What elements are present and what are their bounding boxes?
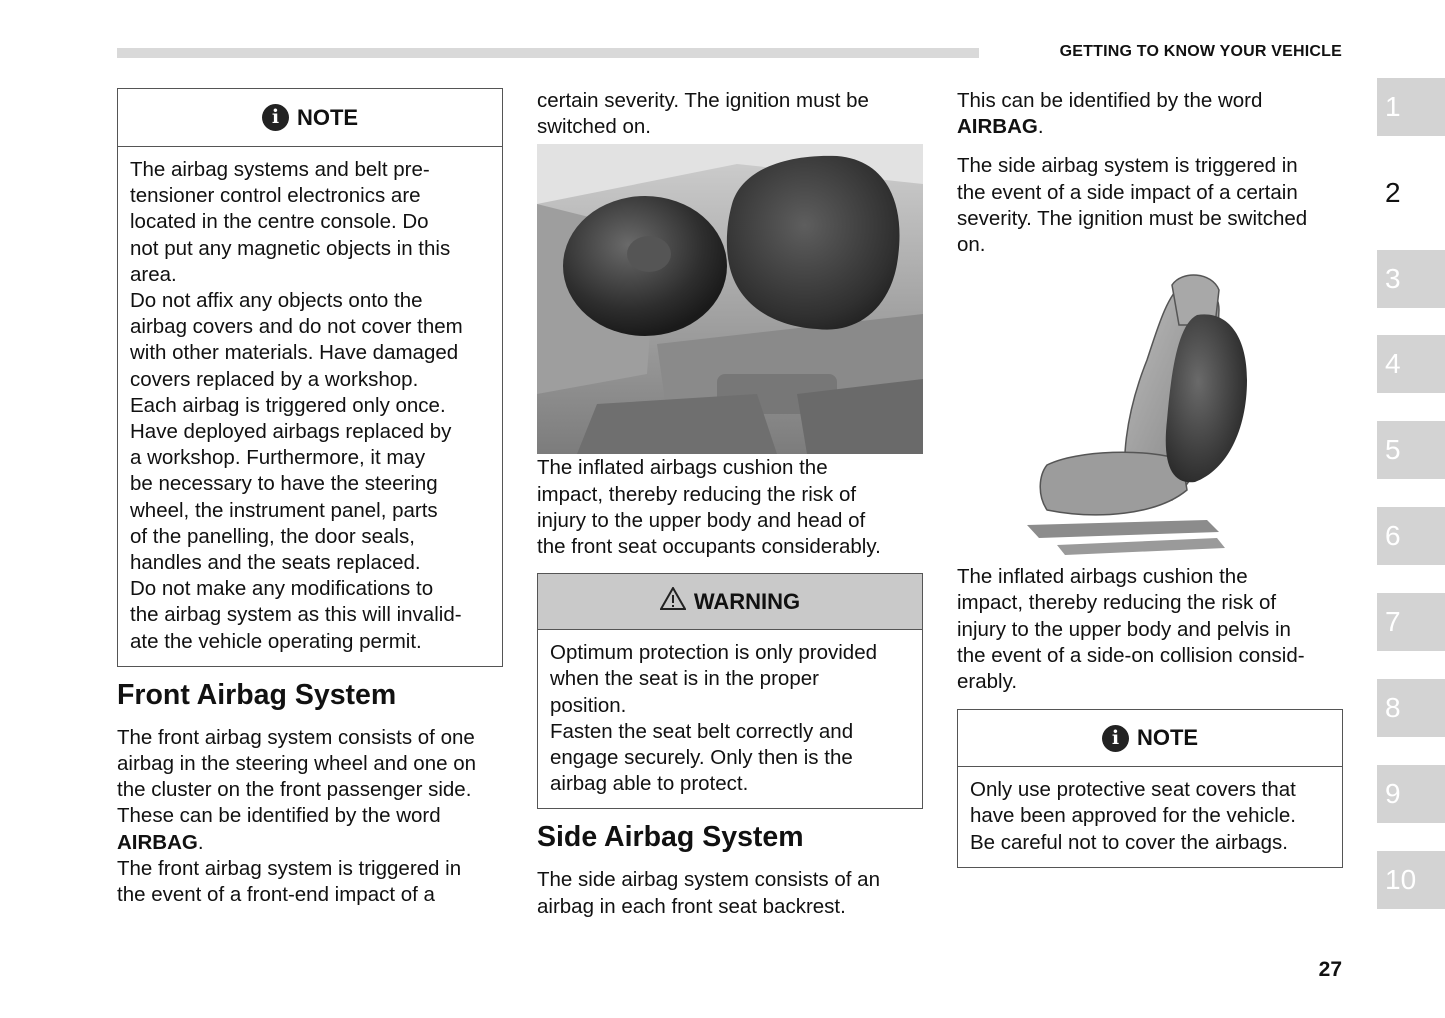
text-line: This can be identified by the word [957,89,1263,112]
text-line: airbag covers and do not cover them [130,315,463,339]
front-airbags-drawing [537,144,923,454]
side-airbag-caption [957,564,1343,695]
info-icon: i [262,104,289,131]
text-line: have been approved for the vehicle. [970,804,1296,828]
text-line: certain severity. The ignition must be [537,89,869,112]
chapter-tab-5[interactable]: 5 [1377,421,1445,479]
text-line: Do not make any modifications to [130,577,434,601]
info-icon: i [1102,725,1129,752]
text-line: impact, thereby reducing the risk of [537,482,857,506]
warning-body [538,630,922,808]
text-line: the event of a side-on collision consid- [957,643,1305,667]
note-box-2 [957,709,1343,868]
text-line: airbag in each front seat backrest. [537,894,846,918]
text-line: wheel, the instrument panel, parts [130,498,438,522]
text-line: be necessary to have the steering [130,472,438,496]
text-line: the event of a side impact of a certain [957,180,1298,204]
side-trigger-text [957,153,1343,258]
front-airbags-illustration [537,144,923,454]
warning-header [538,574,922,630]
header-rule [117,48,979,58]
section-title: GETTING TO KNOW YOUR VEHICLE [1059,43,1342,60]
text-line: The airbag systems and belt pre- [130,158,430,181]
text-line: covers replaced by a workshop. [130,367,419,391]
text-line: the front seat occupants considerably. [537,535,881,559]
text-line: handles and the seats replaced. [130,551,421,575]
text-line: with other materials. Have damaged [130,341,459,365]
note-header-2 [958,710,1342,767]
front-airbags-caption [537,455,923,560]
text-line: Have deployed airbags replaced by [130,420,452,444]
seat-drawing [957,270,1343,580]
text-line: erably. [957,670,1018,694]
text-line: located in the centre console. Do [130,210,429,234]
text-line: severity. The ignition must be switched [957,206,1308,230]
chapter-tab-8[interactable]: 8 [1377,679,1445,737]
text-line: area. [130,262,177,286]
text-line: These can be identified by the word [117,804,441,828]
text-line: Fasten the seat belt correctly and [550,719,854,743]
text-line: a workshop. Furthermore, it may [130,446,426,470]
text-line: AIRBAG. [957,115,1044,139]
text-line: injury to the upper body and head of [537,508,866,532]
front-airbag-text [117,725,503,908]
text-line: tensioner control electronics are [130,184,421,208]
chapter-tab-2[interactable]: 2 [1377,164,1445,222]
note-title: NOTE [296,104,359,130]
chapter-tab-4[interactable]: 4 [1377,335,1445,393]
note-header [118,89,502,147]
text-line: The side airbag system consists of an [537,868,880,892]
note-title-2: NOTE [1136,725,1199,751]
side-airbag-heading: Side Airbag System [537,821,804,854]
text-line: impact, thereby reducing the risk of [957,591,1277,615]
text-line: The inflated airbags cushion the [537,456,828,480]
text-line: The front airbag system consists of one [117,725,475,749]
chapter-tab-1[interactable]: 1 [1377,78,1445,136]
text-line: Do not affix any objects onto the [130,289,423,313]
airbag-keyword: AIRBAG [117,830,198,854]
airbag-keyword: AIRBAG [957,115,1038,139]
column-2 [537,88,923,920]
text-line: the event of a front-end impact of a [117,883,435,907]
text-line: Only use protective seat covers that [970,778,1296,802]
note-body-2 [958,767,1342,867]
text-line: Each airbag is triggered only once. [130,393,446,417]
chapter-tab-10[interactable]: 10 [1377,851,1445,909]
text-line: of the panelling, the door seals, [130,524,415,548]
side-airbag-text [537,867,923,919]
text-line: switched on. [537,115,651,139]
chapter-tab-6[interactable]: 6 [1377,507,1445,565]
text-line: ate the vehicle operating permit. [130,629,422,653]
text-line: position. [550,693,627,717]
chapter-tab-3[interactable]: 3 [1377,250,1445,308]
chapter-tab-9[interactable]: 9 [1377,765,1445,823]
note-box [117,88,503,667]
text-line: the cluster on the front passenger side. [117,778,472,802]
text-line: Be careful not to cover the airbags. [970,830,1288,854]
text-line: The front airbag system is triggered in [117,856,462,880]
page-number: 27 [1318,958,1342,981]
text-line: Optimum protection is only provided [550,641,878,665]
text-line: airbag able to protect. [550,772,749,796]
text-line: injury to the upper body and pelvis in [957,617,1291,641]
text-line: The side airbag system is triggered in [957,154,1298,178]
text-line: airbag in the steering wheel and one on [117,752,477,776]
note-body [118,147,502,666]
warning-triangle-icon [660,587,686,616]
text-line: The inflated airbags cushion the [957,565,1248,589]
column-1 [117,88,503,908]
front-airbag-heading: Front Airbag System [117,678,397,711]
warning-box [537,573,923,809]
column-3 [957,88,1343,868]
text-line: AIRBAG. [117,830,204,854]
chapter-tab-7[interactable]: 7 [1377,593,1445,651]
text-line: not put any magnetic objects in this [130,236,451,260]
text-line: engage securely. Only then is the [550,746,853,770]
text-line: on. [957,233,986,257]
text-line: when the seat is in the proper [550,667,819,691]
side-airbag-seat-illustration [957,270,1343,580]
text-line: the airbag system as this will invalid- [130,603,462,627]
warning-title: WARNING [693,588,801,614]
